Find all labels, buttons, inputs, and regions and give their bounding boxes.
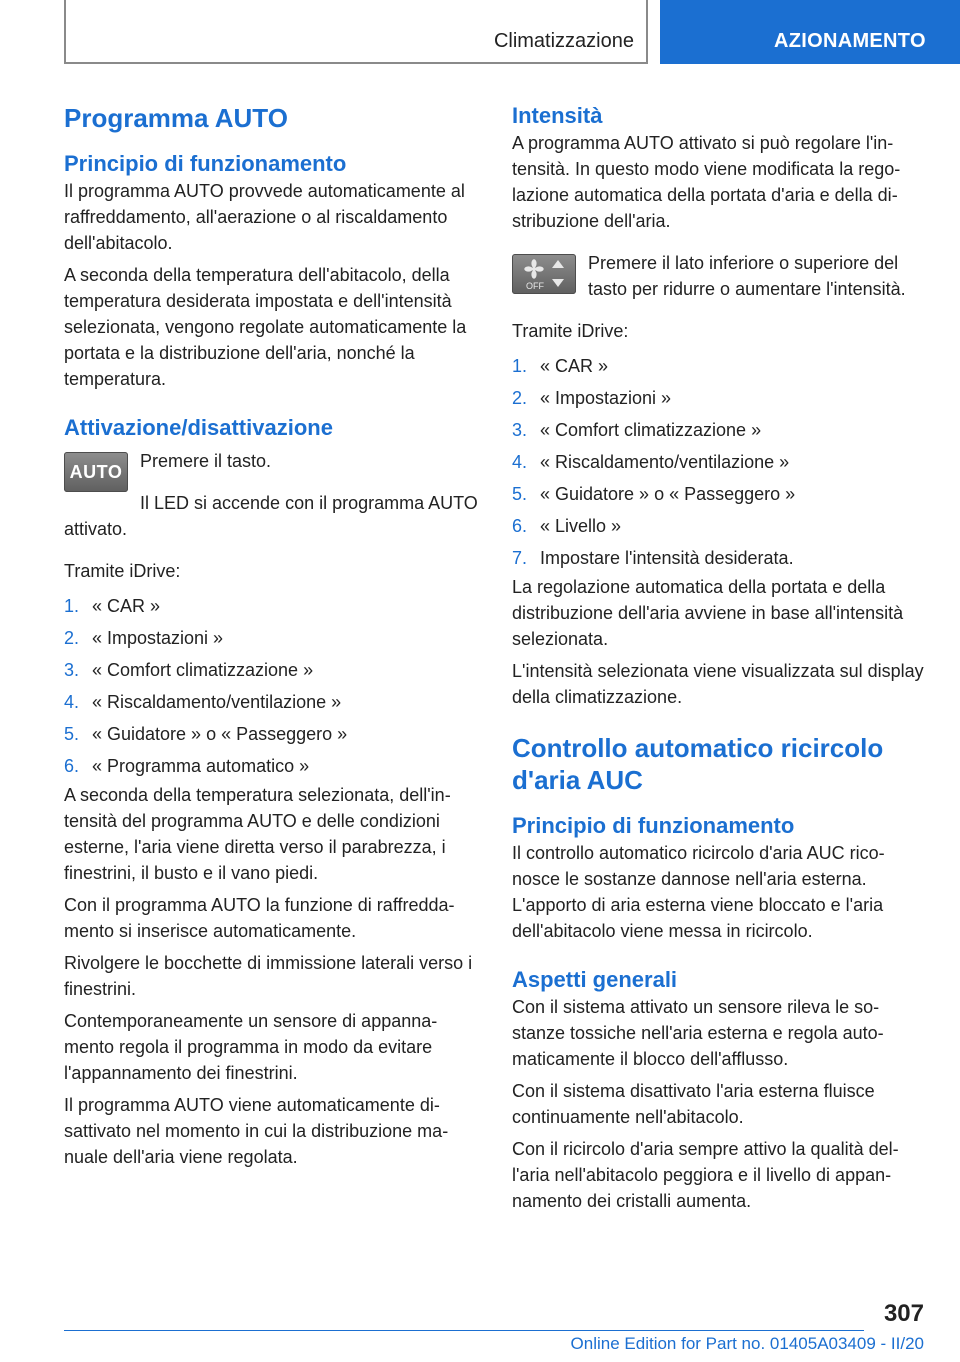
heading-intensita: Intensità xyxy=(512,103,603,128)
paragraph: Con il sistema attivato un sensore rileva le sostanze tossiche nell'aria esterna e regola automaticamente il blocco dell'afflusso. xyxy=(512,997,884,1069)
footer-edition: Online Edition for Part no. 01405A03409 - II/20 xyxy=(570,1334,924,1353)
list-item: 2. « Impostazioni » xyxy=(64,628,224,648)
paragraph: Con il ricircolo d'aria sempre attivo la qualità dell'aria nell'abitacolo peggiora e il livello di appannamento dei cristalli aumenta. xyxy=(512,1139,899,1211)
list-item: 5. « Guidatore » o « Passeggero » xyxy=(512,484,796,504)
paragraph: La regolazione automatica della portata e della distribuzione dell'aria avviene in base all'intensità selezionata. xyxy=(512,577,904,649)
paragraph: A seconda della temperatura selezionata, dell'intensità del programma AUTO e delle condizioni esterne, l'aria viene diretta verso il parabrezza, i finestrini, il busto e il vano piedi. xyxy=(64,785,451,883)
list-item: 4. « Riscaldamento/ventilazione » xyxy=(512,452,790,472)
auto-button-row xyxy=(64,448,478,492)
footer-divider xyxy=(64,1330,864,1331)
heading-principio: Principio di funzionamento xyxy=(64,151,347,176)
svg-text:OFF: OFF xyxy=(526,281,544,291)
left-column xyxy=(64,102,478,1170)
list-item: 7. Impostare l'intensità desiderata. xyxy=(512,548,794,568)
paragraph: Il programma AUTO viene automaticamente disattivato nel momento in cui la distribuzione manuale dell'aria viene regolata. xyxy=(64,1095,449,1167)
list-item: 6. « Programma automatico » xyxy=(64,756,310,776)
page-number: 307 xyxy=(883,1300,924,1327)
list-item: 1. « CAR » xyxy=(64,596,161,616)
fan-text: Premere il lato inferiore o superiore del tasto per ridurre o aumentare l'intensità. xyxy=(588,253,906,299)
list-item: 4. « Riscaldamento/ventilazione » xyxy=(64,692,342,712)
list-item: 2. « Impostazioni » xyxy=(512,388,672,408)
led-text: Il LED si accende con il programma AUTO attivato. xyxy=(64,493,478,539)
heading-aspetti-generali: Aspetti generali xyxy=(512,967,678,992)
header-chapter-tab xyxy=(660,0,960,64)
paragraph: Il controllo automatico ricircolo d'aria AUC riconosce le sostanze dannose nell'aria esterna. L'apporto di aria esterna viene bloccato e l'aria dell'abitacolo viene messa in ricircolo. xyxy=(512,843,885,941)
idrive-steps-right xyxy=(512,350,924,574)
paragraph: Rivolgere le bocchette di immissione laterali verso i finestrini. xyxy=(64,953,473,999)
title-programma-auto: Programma AUTO xyxy=(64,103,288,133)
paragraph: Con il programma AUTO la funzione di raffreddamento si inserisce automaticamente. xyxy=(64,895,455,941)
list-item: 6. « Livello » xyxy=(512,516,622,536)
press-button-text: Premere il tasto. xyxy=(140,451,272,471)
idrive-label: Tramite iDrive: xyxy=(512,321,629,341)
header-chapter-title: AZIONAMENTO xyxy=(774,30,926,52)
paragraph: A programma AUTO attivato si può regolare l'intensità. In questo modo viene modificata la regolazione automatica della portata d'aria e della distribuzione dell'aria. xyxy=(512,133,901,231)
auto-button-icon: AUTO xyxy=(64,452,128,492)
fan-button-row xyxy=(512,250,924,302)
paragraph: Con il sistema disattivato l'aria esterna fluisce continuamente nell'abitacolo. xyxy=(512,1081,875,1127)
paragraph: Il programma AUTO provvede automaticamente al raffreddamento, all'aerazione o al riscaldamento dell'abitacolo. xyxy=(64,181,465,253)
list-item: 3. « Comfort climatizzazione » xyxy=(512,420,762,440)
idrive-label: Tramite iDrive: xyxy=(64,561,181,581)
list-item: 3. « Comfort climatizzazione » xyxy=(64,660,314,680)
list-item: 1. « CAR » xyxy=(512,356,609,376)
list-item: 5. « Guidatore » o « Passeggero » xyxy=(64,724,348,744)
header-section-box xyxy=(64,0,648,64)
heading-principio-auc: Principio di funzionamento xyxy=(512,813,795,838)
paragraph: L'intensità selezionata viene visualizzata sul display della climatizzazione. xyxy=(512,661,924,707)
idrive-steps-left xyxy=(64,590,478,782)
heading-attivazione: Attivazione/disattivazione xyxy=(64,415,333,440)
paragraph: Contemporaneamente un sensore di appannamento regola il programma in modo da evitare l'appannamento dei finestrini. xyxy=(64,1011,438,1083)
fan-icon xyxy=(512,254,576,294)
fan-intensity-button-icon xyxy=(512,254,576,294)
title-auc: Controllo automatico ricircolo d'aria AUC xyxy=(512,733,884,795)
paragraph: A seconda della temperatura dell'abitacolo, della temperatura desiderata impostata e dell'intensità selezionata, vengono regolate automaticamente la portata e la distribuzione dell'aria, nonché la temperatura. xyxy=(64,265,467,389)
right-column xyxy=(512,102,924,1214)
header-section-title: Climatizzazione xyxy=(493,30,634,52)
